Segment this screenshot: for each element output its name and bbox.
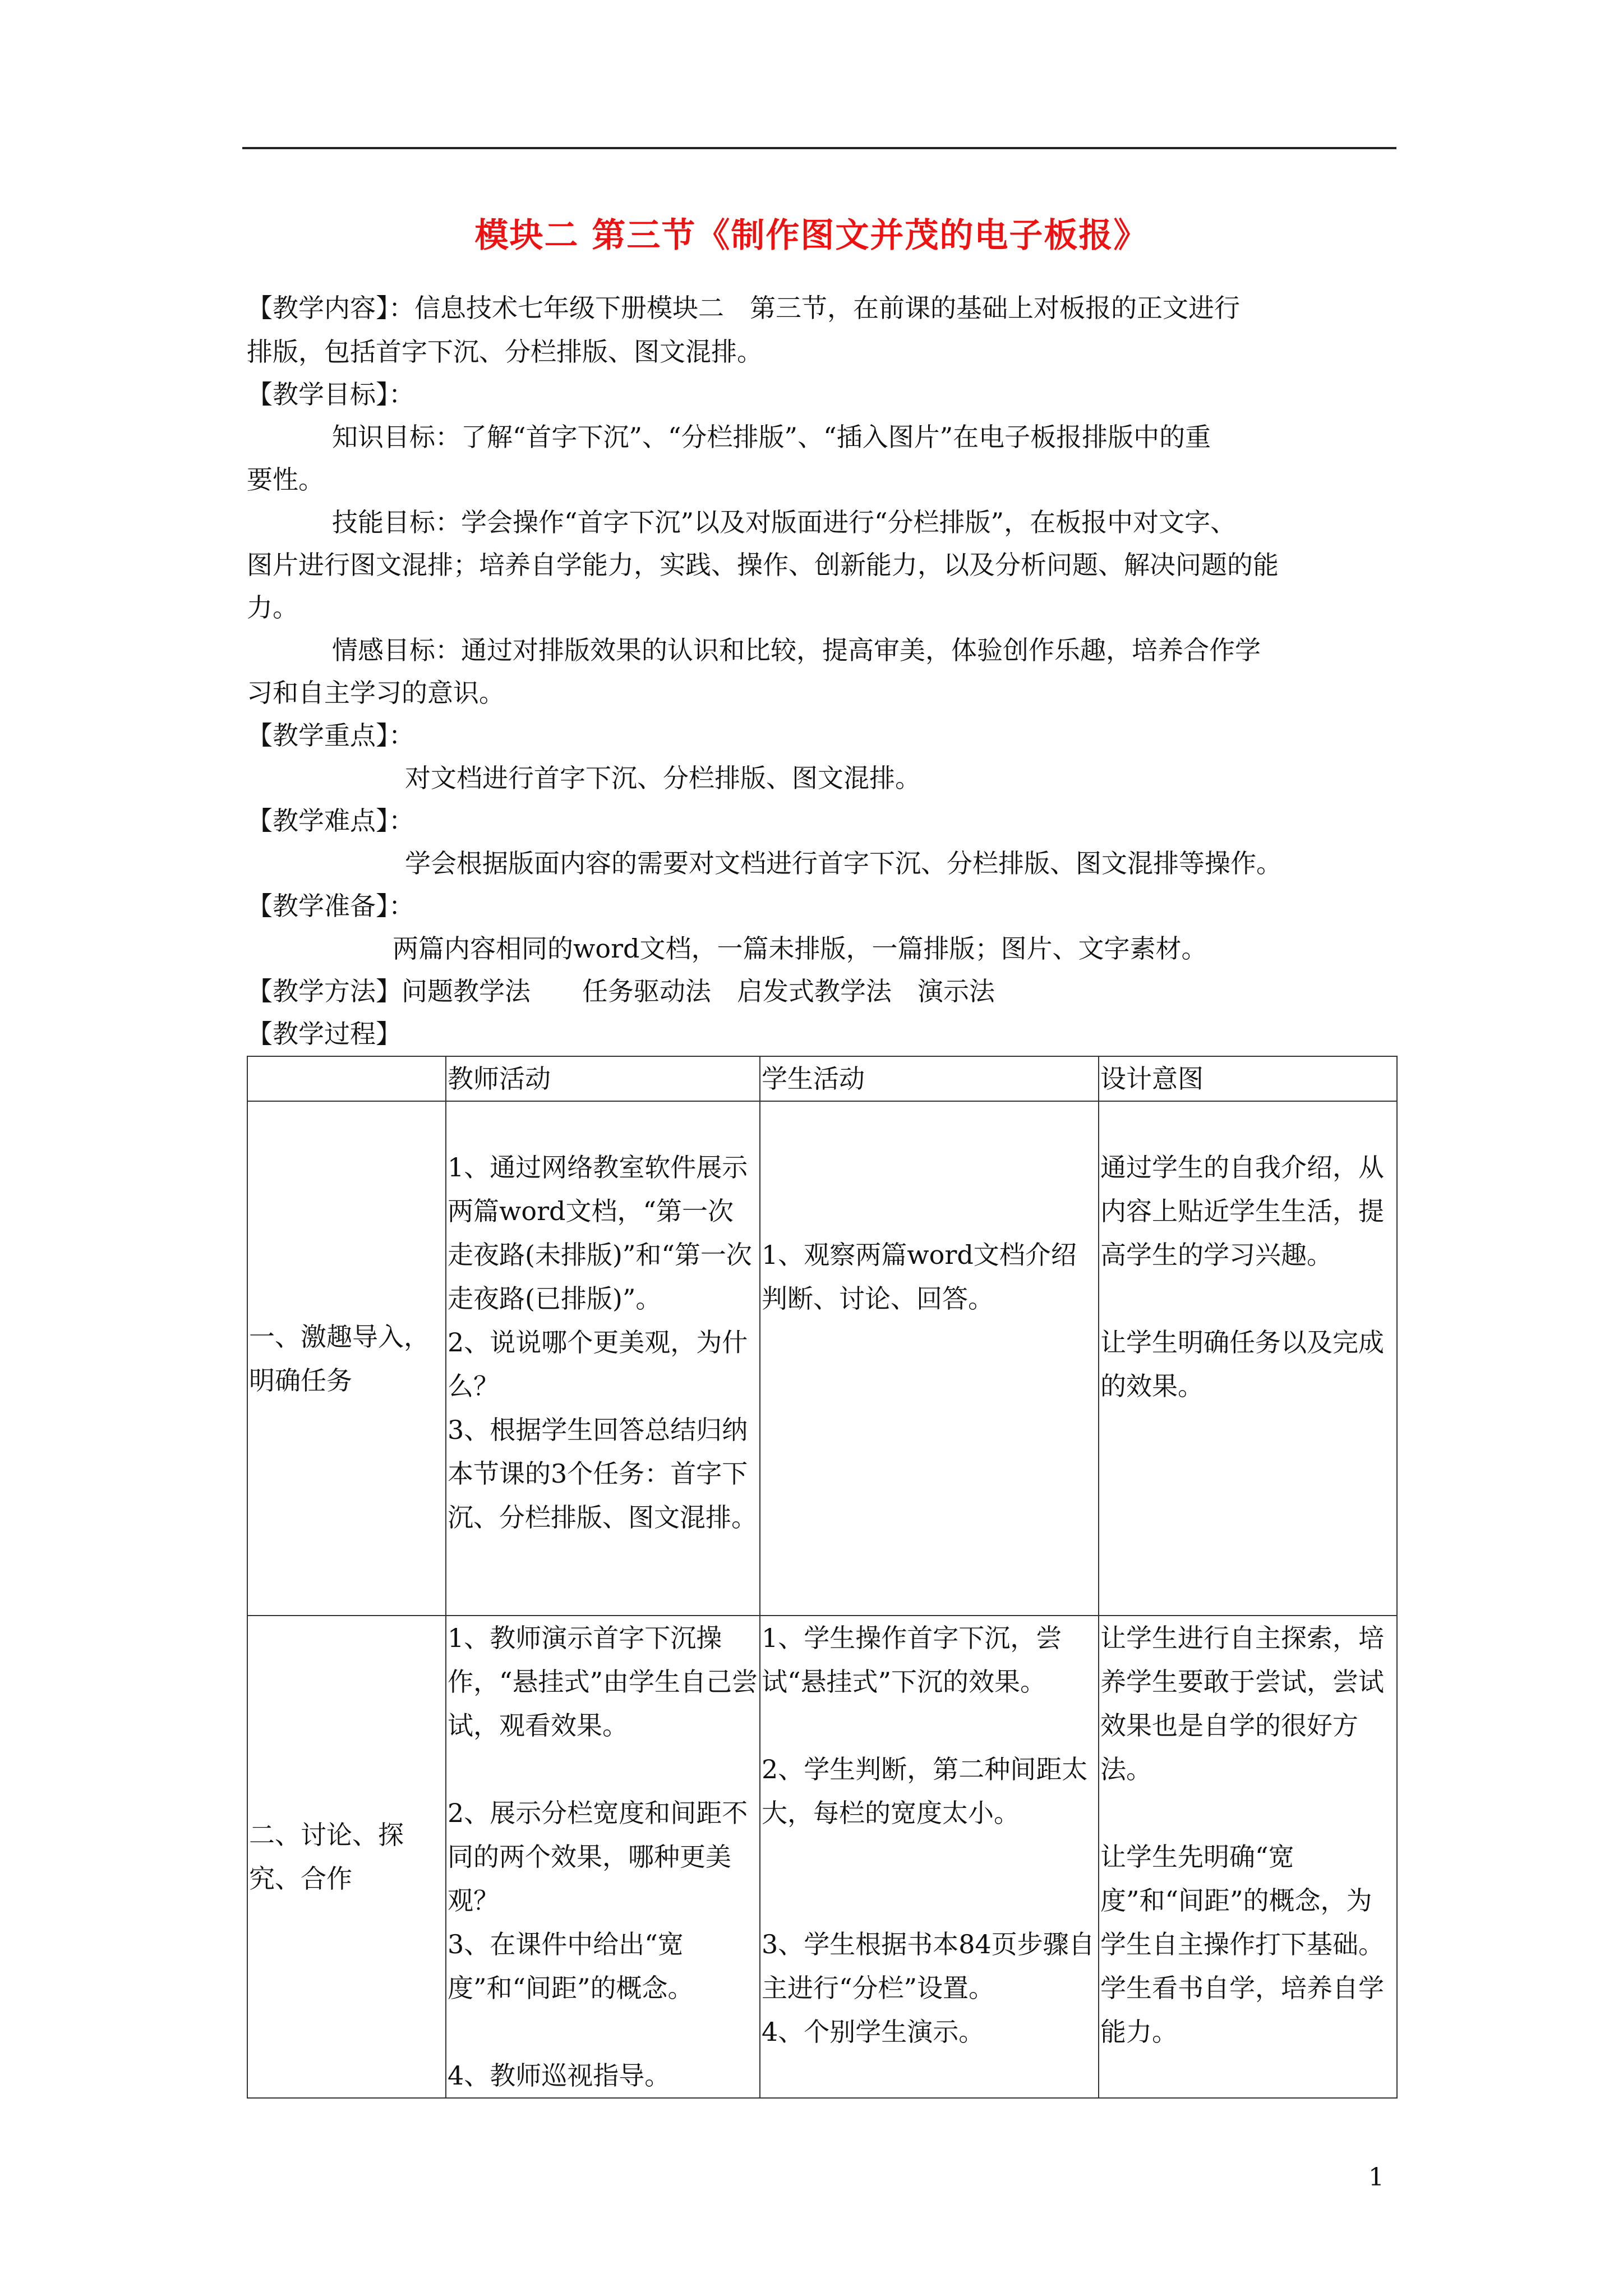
header-cell-stage — [247, 1056, 446, 1101]
content-line-2: 排版，包括首字下沉、分栏排版、图文混排。 — [247, 337, 763, 367]
skill-goal-line-1: 技能目标：学会操作“首字下沉”以及对版面进行“分栏排版”，在板报中对文字、 — [332, 507, 1237, 537]
header-rule — [242, 147, 1396, 149]
preparation-label: 【教学准备】： — [247, 891, 414, 921]
content-text-1: 信息技术七年级下册模块二 第三节，在前课的基础上对板报的正文进行 — [414, 293, 1240, 323]
goals-label: 【教学目标】： — [247, 379, 414, 409]
teacher-activity-item: 1、通过网络教室软件展示两篇word文档，“第一次走夜路(未排版)”和“第一次走夜路(已排版)”。 — [448, 1152, 752, 1314]
skill-goal-line-3: 力。 — [247, 592, 298, 623]
knowledge-goal-line-1: 知识目标：了解“首字下沉”、“分栏排版”、“插入图片”在电子板报排版中的重 — [332, 422, 1211, 452]
student-activity-item: 3、学生根据书本84页步骤自主进行“分栏”设置。 — [762, 1929, 1095, 2003]
design-intent-item: 让学生进行自主探索，培养学生要敢于尝试，尝试效果也是自学的很好方法。 — [1100, 1623, 1384, 1784]
teacher-activity-item: 1、教师演示首字下沉操作，“悬挂式”由学生自己尝试，观看效果。 — [448, 1623, 758, 1741]
student-activity-item: 4、个别学生演示。 — [762, 2017, 985, 2047]
process-table — [247, 1056, 1398, 2099]
skill-goal-line-2: 图片进行图文混排；培养自学能力，实践、操作、创新能力，以及分析问题、解决问题的能 — [247, 550, 1279, 580]
design-intent-item: 让学生先明确“宽度”和“间距”的概念，为学生自主操作打下基础。 — [1100, 1842, 1384, 1959]
student-activity-item: 1、学生操作首字下沉，尝试“悬挂式”下沉的效果。 — [762, 1623, 1062, 1697]
method-label: 【教学方法】 — [247, 976, 402, 1006]
table-row — [247, 1616, 1397, 2098]
emotion-goal-line-2: 习和自主学习的意识。 — [247, 678, 505, 708]
teacher-activity-cell — [446, 1616, 760, 2098]
student-activity-cell — [760, 1616, 1099, 2098]
teacher-activity-item: 2、说说哪个更美观，为什么？ — [448, 1327, 748, 1401]
emotion-goal-line-1: 情感目标：通过对排版效果的认识和比较，提高审美，体验创作乐趣，培养合作学 — [332, 635, 1261, 665]
teacher-activity-item: 3、在课件中给出“宽度”和“间距”的概念。 — [448, 1929, 694, 2003]
preparation-text: 两篇内容相同的word文档，一篇未排版，一篇排版；图片、文字素材。 — [393, 933, 1207, 964]
header-cell-teacher: 教师活动 — [446, 1056, 760, 1101]
difficult-point-text: 学会根据版面内容的需要对文档进行首字下沉、分栏排版、图文混排等操作。 — [405, 848, 1282, 878]
method-line — [247, 969, 1396, 1013]
teacher-activity-cell — [446, 1101, 760, 1616]
student-activity-item: 1、观察两篇word文档介绍判断、讨论、回答。 — [762, 1240, 1077, 1314]
knowledge-goal-line-2: 要性。 — [247, 464, 324, 495]
teacher-activity-item: 2、展示分栏宽度和间距不同的两个效果，哪种更美观？ — [448, 1798, 748, 1916]
design-intent-item: 学生看书自学，培养自学能力。 — [1100, 1973, 1384, 2047]
student-activity-item: 2、学生判断，第二种间距太大，每栏的宽度太小。 — [762, 1754, 1088, 1828]
header-cell-student: 学生活动 — [760, 1056, 1099, 1101]
key-point-text: 对文档进行首字下沉、分栏排版、图文混排。 — [405, 763, 921, 793]
stage-cell: 一、激趣导入，明确任务 — [247, 1101, 446, 1616]
content-line-1 — [247, 286, 1396, 330]
content-label: 【教学内容】： — [247, 293, 414, 323]
teacher-activity-item: 4、教师巡视指导。 — [448, 2060, 671, 2091]
design-intent-cell — [1099, 1101, 1397, 1616]
student-activity-cell — [760, 1101, 1099, 1616]
page-number: 1 — [1368, 2163, 1384, 2192]
teacher-activity-item: 3、根据学生回答总结归纳本节课的3个任务：首字下沉、分栏排版、图文混排。 — [448, 1415, 757, 1533]
design-intent-cell — [1099, 1616, 1397, 2098]
method-text: 问题教学法 任务驱动法 启发式教学法 演示法 — [402, 976, 995, 1006]
design-intent-item: 通过学生的自我介绍，从内容上贴近学生生活，提高学生的学习兴趣。 — [1100, 1152, 1384, 1270]
table-row — [247, 1101, 1397, 1616]
table-header-row — [247, 1056, 1397, 1101]
process-label: 【教学过程】 — [247, 1019, 402, 1049]
stage-cell: 二、讨论、探究、合作 — [247, 1616, 446, 2098]
document-title: 模块二 第三节《制作图文并茂的电子板报》 — [474, 216, 1149, 255]
header-cell-design: 设计意图 — [1099, 1056, 1397, 1101]
design-intent-item: 让学生明确任务以及完成的效果。 — [1100, 1327, 1384, 1401]
key-point-label: 【教学重点】： — [247, 720, 414, 751]
difficult-point-label: 【教学难点】： — [247, 806, 414, 836]
